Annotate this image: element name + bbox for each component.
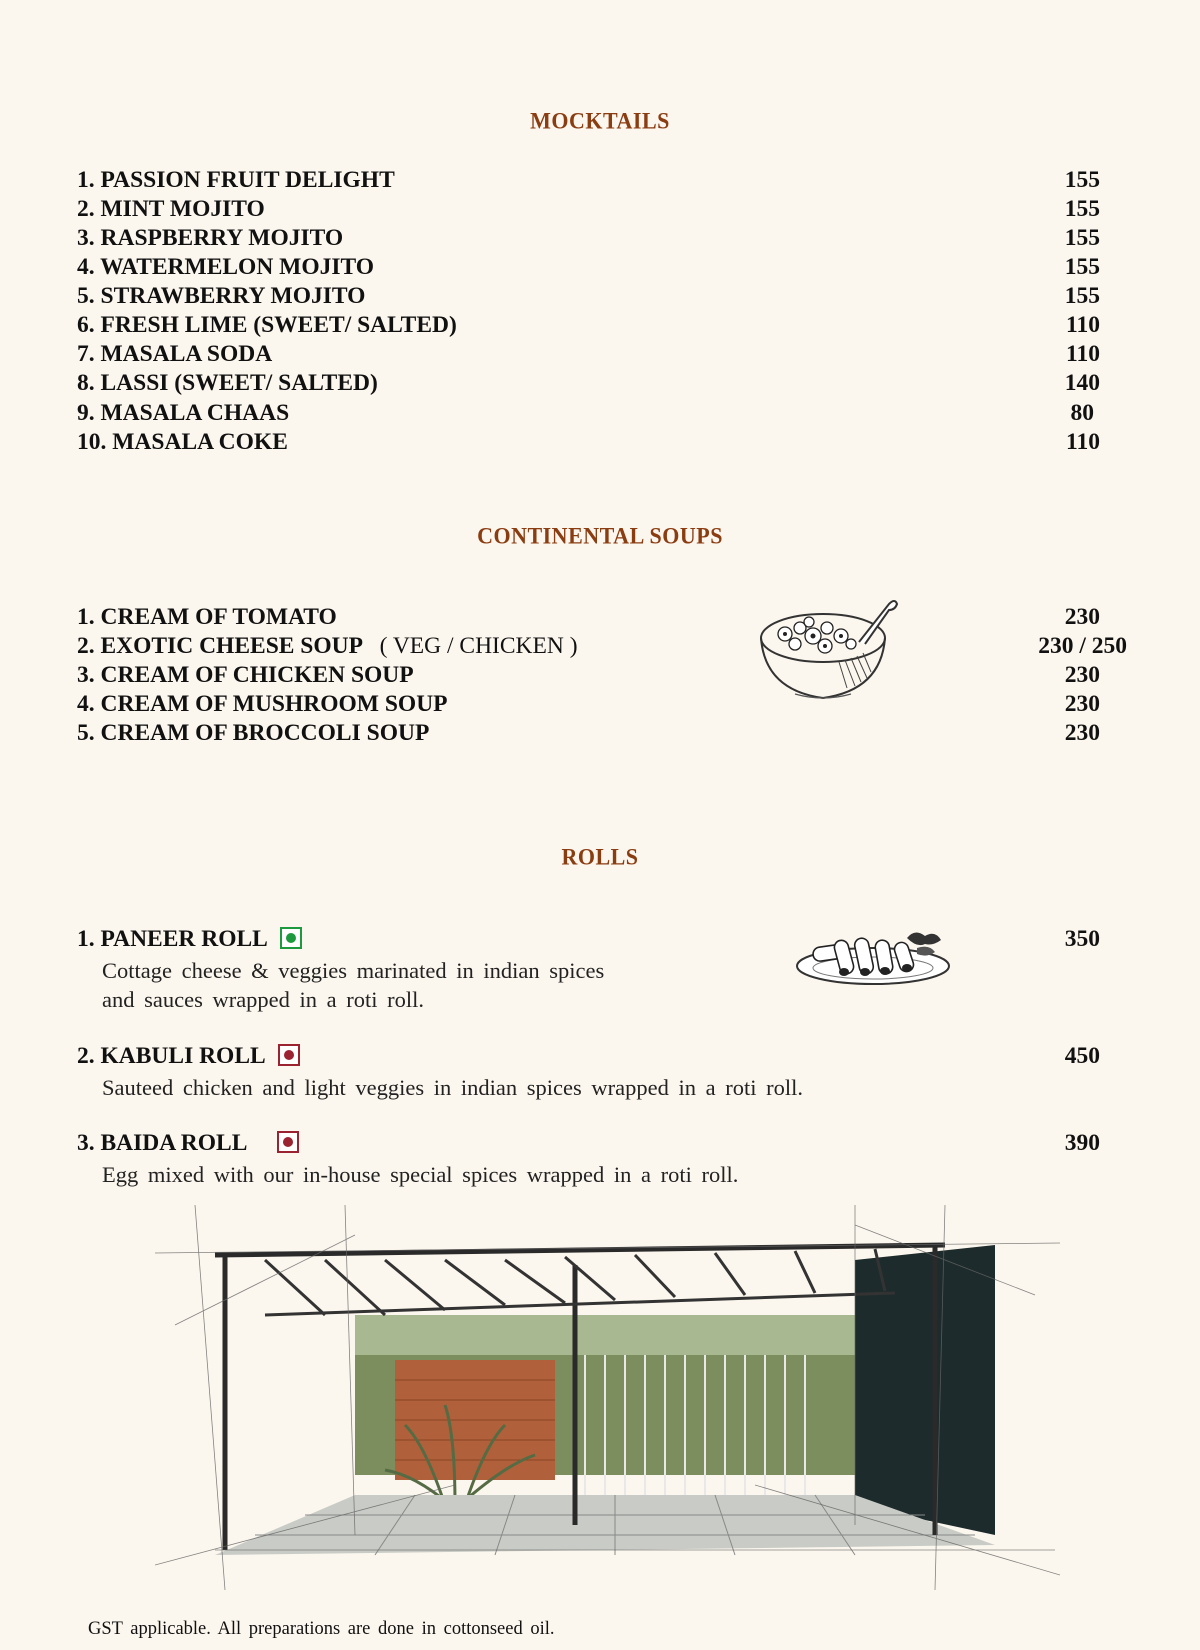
footnote: GST applicable. All preparations are done in cottonseed oil. — [88, 1619, 555, 1639]
item-price: 155 — [1064, 225, 1100, 251]
item-name: 1. CREAM OF TOMATO — [77, 604, 337, 630]
menu-item — [77, 690, 1127, 719]
menu-item — [77, 166, 1127, 195]
item-name: 3. CREAM OF CHICKEN SOUP — [77, 662, 414, 688]
item-name: 8. LASSI (SWEET/ SALTED) — [77, 370, 378, 396]
item-name: 5. STRAWBERRY MOJITO — [77, 283, 366, 309]
item-description — [102, 1073, 1127, 1102]
menu-item — [77, 603, 1127, 632]
description-line: Egg mixed with our in-house special spices wrapped in a roti roll. — [102, 1162, 739, 1187]
item-name: 2. KABULI ROLL — [77, 1043, 266, 1069]
item-price: 155 — [1064, 254, 1100, 280]
rolls-plate-illustration — [795, 928, 955, 990]
roll-item-header — [77, 1128, 1127, 1158]
roll-item-header — [77, 1041, 1127, 1071]
menu-item — [77, 195, 1127, 224]
item-price: 155 — [1064, 196, 1100, 222]
item-name: 5. CREAM OF BROCCOLI SOUP — [77, 720, 430, 746]
item-price: 390 — [1064, 1130, 1100, 1156]
item-name: 7. MASALA SODA — [77, 341, 273, 367]
non-veg-icon — [278, 1044, 300, 1066]
item-name: 1. PASSION FRUIT DELIGHT — [77, 167, 395, 193]
menu-item — [77, 428, 1127, 457]
roll-item — [77, 1128, 1127, 1189]
menu-item — [77, 661, 1127, 690]
roll-item — [77, 924, 1127, 1014]
menu-item — [77, 340, 1127, 369]
item-note: ( VEG / CHICKEN ) — [379, 633, 578, 659]
section-title-continental-soups: CONTINENTAL SOUPS — [477, 522, 723, 549]
item-name: 3. BAIDA ROLL — [77, 1130, 248, 1156]
item-price: 110 — [1066, 312, 1100, 338]
item-price: 230 / 250 — [1038, 633, 1127, 659]
menu-item — [77, 224, 1127, 253]
section-title-rolls: ROLLS — [561, 843, 639, 870]
non-veg-icon — [277, 1131, 299, 1153]
menu-item — [77, 632, 1127, 661]
description-line: Cottage cheese & veggies marinated in indian spices — [102, 958, 605, 983]
item-price: 155 — [1064, 167, 1100, 193]
item-description — [102, 956, 1127, 1014]
item-name: 1. PANEER ROLL — [77, 926, 268, 952]
item-price: 110 — [1066, 341, 1100, 367]
menu-item — [77, 369, 1127, 398]
item-price: 140 — [1064, 370, 1100, 396]
item-price: 155 — [1064, 283, 1100, 309]
item-price: 80 — [1070, 400, 1094, 426]
item-price: 230 — [1064, 720, 1100, 746]
description-line: and sauces wrapped in a roti roll. — [102, 987, 425, 1012]
item-price: 350 — [1064, 926, 1100, 952]
item-name: 4. CREAM OF MUSHROOM SOUP — [77, 691, 448, 717]
item-name: 2. MINT MOJITO — [77, 196, 265, 222]
item-name-text: 2. EXOTIC CHEESE SOUP — [77, 633, 362, 659]
menu-item — [77, 399, 1127, 428]
menu-item — [77, 311, 1127, 340]
description-line: Sauteed chicken and light veggies in indian spices wrapped in a roti roll. — [102, 1075, 803, 1100]
item-price: 450 — [1064, 1043, 1100, 1069]
section-title-mocktails: MOCKTAILS — [530, 107, 670, 134]
menu-item — [77, 719, 1127, 748]
roll-item — [77, 1041, 1127, 1102]
item-name: 9. MASALA CHAAS — [77, 400, 290, 426]
item-price: 230 — [1064, 691, 1100, 717]
item-name: 6. FRESH LIME (SWEET/ SALTED) — [77, 312, 457, 338]
menu-item — [77, 282, 1127, 311]
item-name: 3. RASPBERRY MOJITO — [77, 225, 344, 251]
item-price: 110 — [1066, 429, 1100, 455]
item-price: 230 — [1064, 604, 1100, 630]
item-name: 4. WATERMELON MOJITO — [77, 254, 375, 280]
item-name: 10. MASALA COKE — [77, 429, 288, 455]
item-name — [77, 632, 578, 661]
item-description — [102, 1160, 1127, 1189]
soup-bowl-illustration — [755, 598, 905, 702]
pergola-sketch-illustration — [155, 1205, 1060, 1590]
veg-icon — [280, 927, 302, 949]
menu-item — [77, 253, 1127, 282]
item-price: 230 — [1064, 662, 1100, 688]
roll-item-header — [77, 924, 1127, 954]
